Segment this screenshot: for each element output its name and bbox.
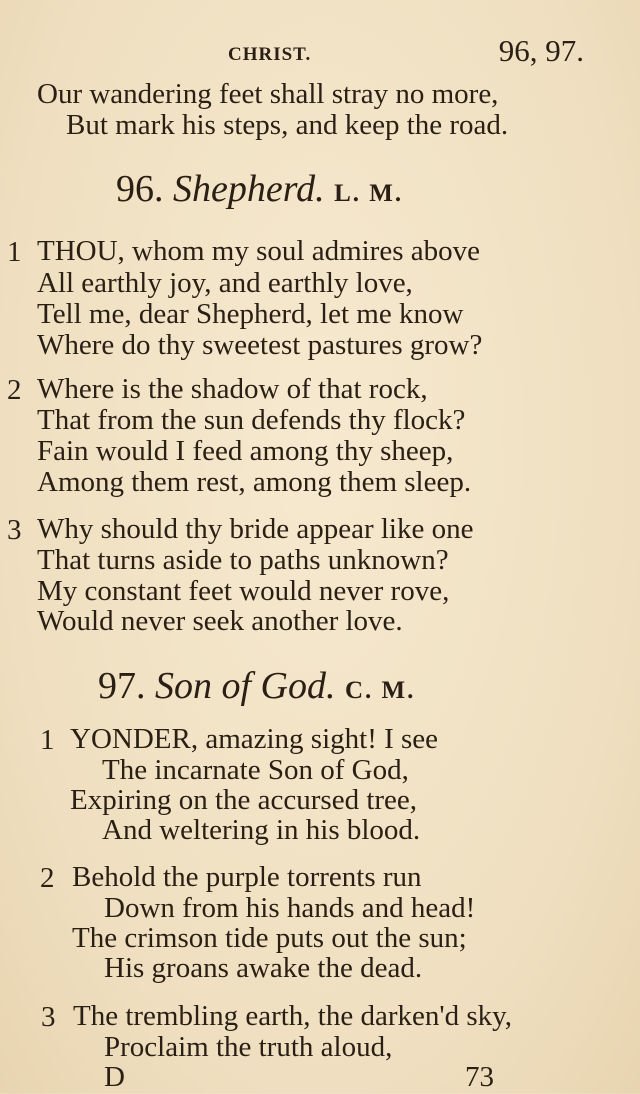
verse-line: Would never seek another love.	[37, 605, 403, 637]
folio-number: 73	[465, 1061, 494, 1093]
verse-line: Where do thy sweetest pastures grow?	[37, 329, 483, 361]
verse-line: My constant feet would never rove,	[37, 575, 450, 607]
carryover-line-1: Our wandering feet shall stray no more,	[37, 78, 499, 110]
verse-number: 1	[40, 724, 55, 756]
verse-number: 2	[40, 862, 55, 894]
verse-line: Where is the shadow of that rock,	[37, 373, 428, 405]
hymn-number: 96.	[116, 168, 164, 210]
verse-number: 1	[7, 236, 22, 268]
verse-line: The incarnate Son of God,	[102, 754, 409, 786]
verse-line: Fain would I feed among thy sheep,	[37, 435, 454, 467]
verse-number: 3	[41, 1001, 56, 1033]
verse-line: That turns aside to paths unknown?	[37, 544, 449, 576]
hymn-meter: L. M.	[334, 180, 404, 207]
carryover-line-2: But mark his steps, and keep the road.	[66, 109, 509, 141]
hymn-title: Son of God.	[155, 665, 336, 707]
verse-number: 2	[7, 374, 22, 406]
verse-line: Among them rest, among them sleep.	[37, 466, 472, 498]
verse-line: The crimson tide puts out the sun;	[72, 922, 467, 954]
verse-line: Proclaim the truth aloud,	[104, 1031, 393, 1063]
verse-line: That from the sun defends thy flock?	[37, 404, 466, 436]
signature-mark: D	[104, 1061, 125, 1093]
running-head: CHRIST.	[228, 44, 312, 65]
verse-line: Behold the purple torrents run	[72, 861, 422, 893]
verse-line: And weltering in his blood.	[102, 814, 421, 846]
verse-line: THOU, whom my soul admires above	[37, 235, 480, 267]
page-numbers: 96, 97.	[498, 33, 584, 68]
hymn-97-heading	[98, 664, 415, 708]
verse-line: YONDER, amazing sight! I see	[70, 723, 439, 755]
hymn-96-heading	[116, 167, 403, 211]
verse-line: The trembling earth, the darken'd sky,	[73, 1000, 513, 1032]
hymn-meter: C. M.	[345, 677, 416, 704]
verse-line: Expiring on the accursed tree,	[70, 784, 418, 816]
verse-line: His groans awake the dead.	[104, 952, 423, 984]
verse-number: 3	[7, 514, 22, 546]
verse-line: Why should thy bride appear like one	[37, 513, 474, 545]
verse-line: All earthly joy, and earthly love,	[37, 267, 413, 299]
hymn-title: Shepherd.	[173, 168, 325, 210]
verse-line: Tell me, dear Shepherd, let me know	[37, 298, 464, 330]
hymn-number: 97.	[98, 665, 146, 707]
verse-line: Down from his hands and head!	[104, 892, 476, 924]
